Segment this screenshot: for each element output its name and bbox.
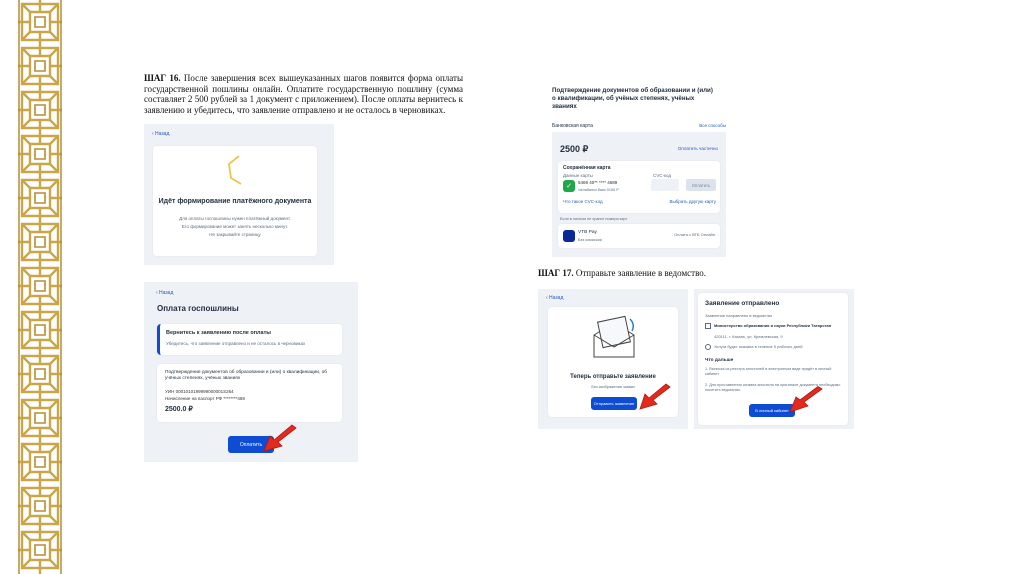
vtb-logo-icon (563, 230, 575, 242)
ministry-address: 420111, г. Казань, ул. Кремлевская, 9 (714, 334, 783, 339)
step-16-label: ШАГ 16. (144, 73, 181, 83)
next-step-1: 1. Выписка из реестра апостилей в электронном виде придёт в личный кабинет (705, 367, 832, 376)
back-link[interactable]: ‹ Назад (152, 131, 170, 137)
screenshot-application-sent (694, 289, 854, 429)
pay-button[interactable]: Оплатить (228, 436, 274, 453)
screenshot-bank-card (548, 82, 730, 260)
sber-logo-icon: ✓ (563, 180, 575, 192)
cvc-label: CVC-код (653, 173, 672, 178)
notice-text: Убедитесь, что заявление отправлено и не осталось в черновиках (166, 341, 306, 346)
vtb-pay-option[interactable] (558, 224, 720, 248)
clock-icon (705, 344, 711, 350)
envelope-icon (590, 315, 638, 363)
document-title: Подтверждение документов об образовании и (или) о квалификации, об учёных степенях, учёных званиях (165, 370, 327, 381)
screenshot-payment-generation (144, 124, 334, 265)
saved-card-label: Сохранённая карта (563, 165, 611, 171)
red-arrow-icon (786, 386, 824, 414)
payment-details-card (157, 364, 342, 422)
amount: 2500.0 ₽ (165, 406, 193, 413)
card-number: 5469 40** **** 4689 (578, 180, 618, 185)
generation-card (153, 146, 317, 256)
saved-card-panel (558, 161, 720, 213)
next-steps-title: Что дальше (705, 358, 734, 363)
pay-button[interactable]: Оплатить (686, 179, 716, 191)
notice-title: Вернитесь к заявлению после оплаты (166, 330, 271, 336)
service-title: Подтверждение документов об образовании и (или) о квалификации, об учёных степенях, учёных званиях (552, 87, 713, 110)
step-17-label: ШАГ 17. (538, 268, 574, 278)
generation-line-2: Его формирование может занять несколько минут. (181, 224, 289, 229)
vtb-sub: Без комиссии (578, 238, 602, 242)
generation-title: Идёт формирование платёжного документа (158, 198, 312, 205)
step-16-text (144, 73, 463, 115)
personal-account-button[interactable]: В личный кабинет (749, 404, 795, 417)
step-17-text (538, 268, 838, 279)
sent-card (698, 293, 848, 425)
payment-panel (552, 132, 726, 257)
charge-info: Начисление на паспорт РФ ********469 (165, 396, 245, 401)
ministry-name: Министерство образования и науки Республики Татарстан (714, 323, 832, 328)
vtb-right: Оплата с ВТБ Онлайн (674, 232, 715, 237)
page-title: Оплата госпошлины (157, 304, 239, 313)
red-arrow-icon (260, 424, 298, 454)
pay-partial-link[interactable]: Оплатить частично (677, 146, 718, 151)
next-step-2-text: Для проставления штампа апостиля на оригинале документа необходимо посетить ведомство (705, 383, 841, 392)
step-16-body: После завершения всех вышеуказанных шагов появится форма оплаты государственной пошлины онлайн. Оплатите государственную пошлину (сумма составляет 2 500 рублей за 1 документ с приложением). После оплаты вернитесь к заявлению и убедитесь, что заявление отправлено и не осталось в черновиках. (144, 73, 464, 115)
loading-spinner-icon (225, 154, 247, 186)
bank-card-label: Банковская карта (552, 123, 593, 129)
send-title: Теперь отправьте заявление (570, 374, 656, 380)
uin: УИН 0001010199999000001S264 (165, 389, 234, 394)
back-link[interactable]: ‹ Назад (546, 295, 564, 301)
back-link[interactable]: ‹ Назад (156, 290, 174, 296)
sent-title: Заявление отправлено (705, 300, 780, 307)
what-cvc-link[interactable]: Что такое CVC-код (563, 199, 603, 204)
screenshot-state-duty (144, 282, 358, 462)
step-17-body: Отправьте заявление в ведомство. (575, 268, 707, 278)
red-arrow-icon (636, 383, 672, 411)
return-notice (157, 324, 342, 355)
payment-amount: 2500 ₽ (560, 144, 589, 154)
no-number-note: Если в личном не хранит номера карт (560, 217, 628, 221)
card-data-label: Данные карты (563, 173, 593, 178)
deadline-notice: Услуга будет оказана в течение 5 рабочих дней (714, 344, 803, 349)
send-sub: Без изображения заявки (591, 385, 635, 389)
other-card-link[interactable]: Выбрать другую карту (669, 199, 716, 204)
sent-to-label: Заявление направлено в ведомство (705, 313, 773, 318)
card-bank: Челябинск банк 0155 Р (578, 188, 619, 192)
screenshot-send-application (538, 289, 688, 429)
generation-line-3: Не закрывайте страницу (209, 232, 261, 237)
all-methods-link[interactable]: Все способы (699, 123, 726, 128)
next-step-2: 2. Для проставления штампа апостиля на оригинале документа необходимо посетить ведомство (705, 383, 841, 392)
generation-line-1: Для оплаты госпошлины нужен платёжный документ. (179, 216, 291, 221)
building-icon (705, 323, 711, 329)
vtb-label: VTB Pay (578, 230, 597, 235)
ornamental-border (18, 0, 62, 574)
cvc-input[interactable] (651, 179, 679, 191)
next-step-1-text: Выписка из реестра апостилей в электронном виде придёт в личный кабинет (705, 367, 832, 376)
send-application-button[interactable]: Отправить заявление (591, 397, 637, 410)
